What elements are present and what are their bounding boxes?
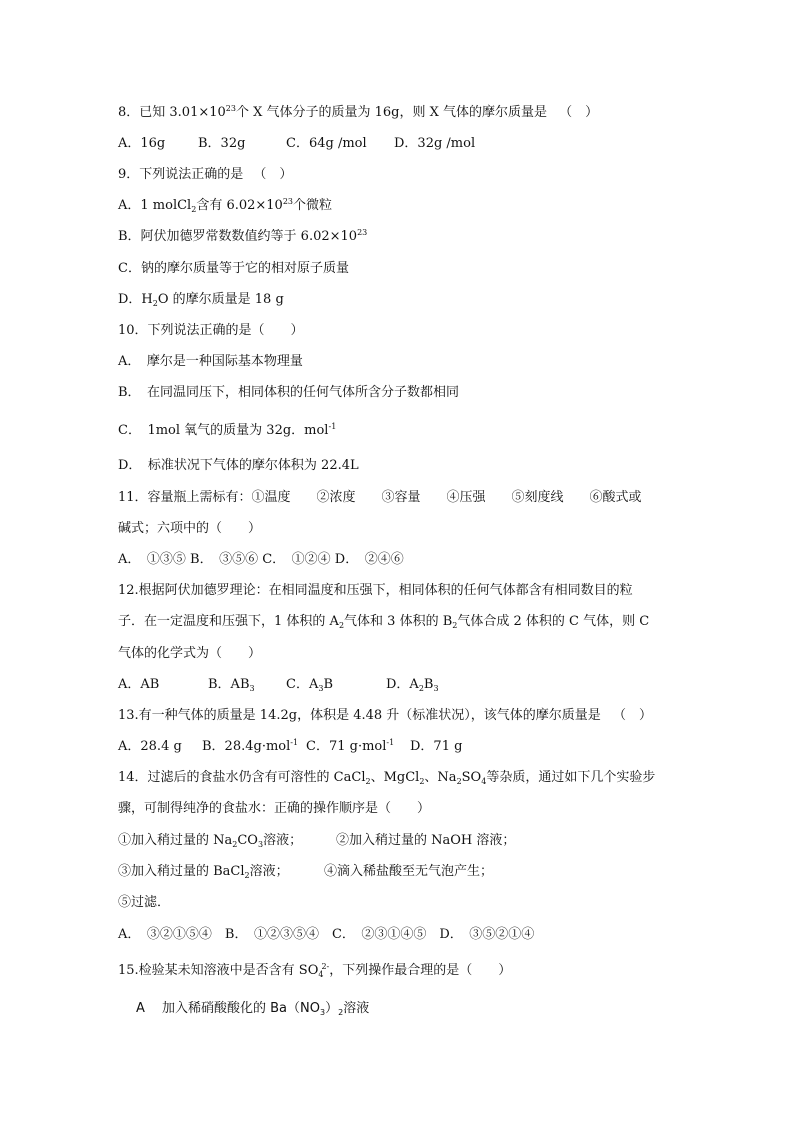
- q12-options: [118, 676, 439, 693]
- q12-option-b: B．$AB_3$: [208, 677, 255, 693]
- q13-option-d: D．71 g: [410, 739, 463, 754]
- q12-option-c: C．$A_3B$: [286, 677, 333, 693]
- q9-option-a: A．1 molCl$_2$含有 $6.02\times 10^{23}$个微粒: [118, 197, 333, 214]
- q13-option-a: A．28.4 g: [118, 739, 182, 754]
- q11-stem-line1: 11．容量瓶上需标有：①温度 ②浓度 ③容量 ④压强 ⑤刻度线 ⑥酸式或: [118, 490, 642, 505]
- q10-stem: 10．下列说法正确的是（ ）: [118, 323, 304, 338]
- q15-option-a: A 加入稀硝酸酸化的 $Ba(NO_3)_2$溶液: [136, 1001, 370, 1017]
- q11-stem-line2: 碱式；六项中的（ ）: [118, 521, 262, 536]
- q8-option-a: A．16g: [118, 136, 166, 151]
- q14-stem-line1: 14．过滤后的食盐水仍含有可溶性的 CaCl$_2$、MgCl$_2$、$Na_2SO_4$等杂质，通过如下几个实验步: [118, 770, 656, 786]
- q13-options: [118, 738, 462, 755]
- q13-option-c: C．71 g·mol$^{-1}$: [306, 738, 395, 754]
- q12-stem-line3: 气体的化学式为（ ）: [118, 646, 262, 661]
- q8-option-c: C．64g /mol: [286, 136, 367, 151]
- q10-option-a: A． 摩尔是一种国际基本物理量: [118, 354, 303, 369]
- q15-stem: 15.检验某未知溶液中是否含有 $SO_4^{2-}$，下列操作最合理的是（ ）: [118, 962, 512, 979]
- q10-option-d: D． 标准状况下气体的摩尔体积为 22.4L: [118, 458, 359, 473]
- q11-options: A． ①③⑤ B． ③⑤⑥ C． ①②④ D． ②④⑥: [118, 552, 404, 567]
- q12-option-a: A．AB: [118, 677, 160, 692]
- q10-option-b: B． 在同温同压下，相同体积的任何气体所含分子数都相同: [118, 385, 460, 400]
- q10-option-c: C． 1mol 氧气的质量为 32g．mol$^{-1}$: [118, 422, 337, 438]
- q13-option-b: B．28.4g·mol$^{-1}$: [202, 738, 299, 754]
- q14-stem-line2: 骤，可制得纯净的食盐水：正确的操作顺序是（ ）: [118, 801, 431, 816]
- q9-option-b: B．阿伏加德罗常数数值约等于 $6.02\times 10^{23}$: [118, 228, 368, 244]
- q12-stem-line1: 12.根据阿伏加德罗理论：在相同温度和压强下，相同体积的任何气体都含有相同数目的粒: [118, 583, 633, 598]
- q12-stem-line2: 子．在一定温度和压强下，1 体积的 $A_2$气体和 3 体积的 $B_2$气体合成 2 体积的 C 气体，则 C: [118, 614, 650, 630]
- q12-option-d: D．$A_2B_3$: [386, 677, 439, 693]
- q9-stem: 9．下列说法正确的是 （ ）: [118, 167, 293, 182]
- q9-option-c: C．钠的摩尔质量等于它的相对原子质量: [118, 261, 349, 276]
- q14-step-5: ⑤过滤．: [118, 895, 171, 910]
- q8-option-d: D．32g /mol: [394, 136, 476, 151]
- q8-stem: 8．已知 $3.01\times 10^{23}$个 X 气体分子的质量为 16g，则 X 气体的摩尔质量是 （ ）: [118, 104, 599, 120]
- q14-steps-3-4: ③加入稍过量的 BaCl$_2$溶液； ④滴入稀盐酸至无气泡产生；: [118, 864, 494, 880]
- q9-option-d: D．$H_2O$ 的摩尔质量是 18 g: [118, 292, 284, 308]
- q14-steps-1-2: ①加入稍过量的 $Na_2CO_3$溶液； ②加入稍过量的 NaOH 溶液；: [118, 833, 516, 849]
- q8-option-b: B．32g: [198, 136, 246, 151]
- q13-stem: 13.有一种气体的质量是 14.2g，体积是 4.48 升（标准状况），该气体的摩尔质量是 （ ）: [118, 708, 652, 723]
- q14-options: A． ③②①⑤④ B． ①②③⑤④ C． ②③①④⑤ D． ③⑤②①④: [118, 927, 535, 942]
- q8-options: [118, 135, 475, 152]
